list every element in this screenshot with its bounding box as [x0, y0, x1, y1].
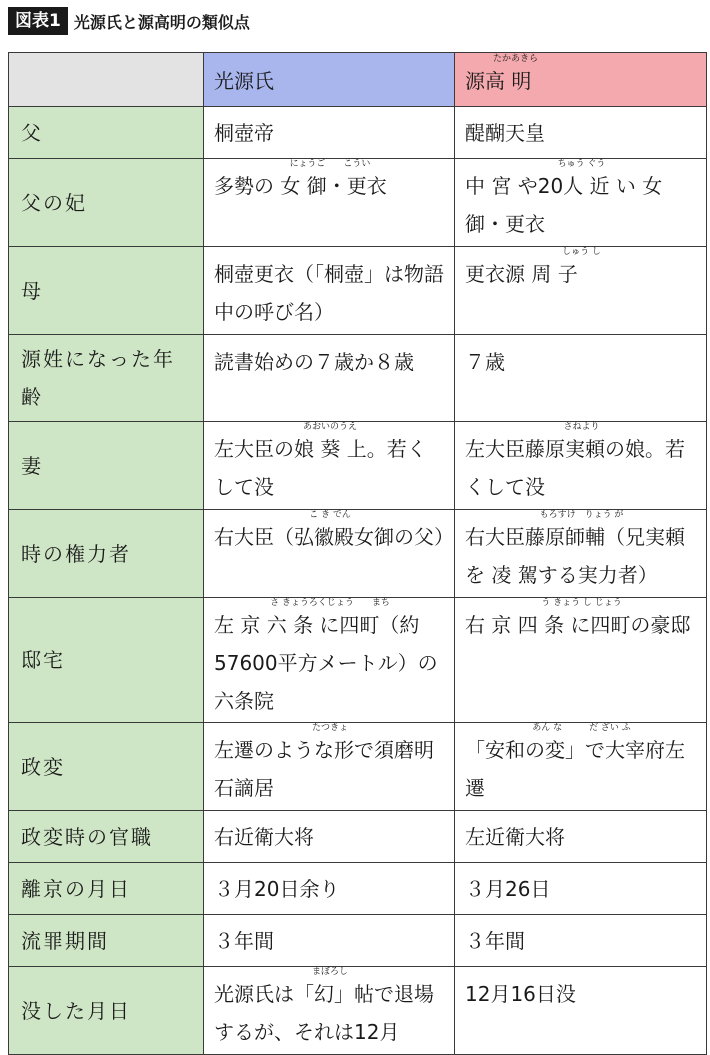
table-header-row: [9, 53, 707, 107]
furigana-ruby: こ き でん: [309, 510, 351, 520]
cell-text: 左近衛大将: [465, 824, 565, 849]
cell-takaakira: [455, 422, 707, 510]
cell-genji-content: [214, 723, 446, 807]
cell-text: 桐壺帝: [214, 120, 274, 145]
cell-text: 光源氏は「幻」帖で退場するが、それは12月: [214, 982, 434, 1044]
header-corner-cell: [9, 53, 204, 107]
row-label: 父の妃: [9, 159, 204, 247]
cell-text: 左 京 六 条 に四町（約57600平方メートル）の六条院: [214, 613, 438, 713]
cell-takaakira-content: [465, 422, 698, 506]
cell-genji-content: [214, 510, 454, 556]
table-row: [9, 863, 707, 915]
table-row: [9, 247, 707, 335]
cell-takaakira-content: [465, 343, 698, 381]
cell-takaakira: [455, 723, 707, 811]
row-label: 父: [9, 107, 204, 159]
cell-text: ３年間: [214, 928, 274, 953]
furigana-ruby: にょうご こうい: [289, 159, 371, 169]
cell-genji-content: [214, 343, 446, 381]
cell-text: 桐壺更衣（「桐壺」は物語中の呼び名）: [214, 262, 444, 324]
cell-text: 右大臣（弘徽殿女御の父）: [214, 525, 454, 549]
cell-takaakira: [455, 967, 707, 1055]
furigana-ruby: あおいのうえ: [302, 422, 357, 432]
cell-genji-content: [214, 422, 446, 506]
cell-takaakira-content: [465, 870, 698, 908]
row-label: 離京の月日: [9, 863, 204, 915]
cell-text: 右 京 四 条 に四町の豪邸: [465, 613, 691, 637]
table-row: [9, 510, 707, 598]
cell-text: 右大臣藤原師輔（兄実頼を 凌 駕する実力者）: [465, 525, 685, 587]
cell-takaakira-content: [465, 247, 698, 293]
cell-takaakira-content: [465, 598, 698, 644]
cell-takaakira-content: [465, 818, 698, 856]
cell-text: 左大臣藤原実頼の娘。若くして没: [465, 437, 685, 499]
cell-takaakira: [455, 915, 707, 967]
cell-takaakira-content: [465, 975, 698, 1013]
cell-takaakira: [455, 811, 707, 863]
table-row: [9, 422, 707, 510]
cell-genji-content: [214, 967, 446, 1051]
table-row: [9, 915, 707, 967]
cell-genji: [204, 422, 455, 510]
cell-text: 右近衛大将: [214, 824, 314, 849]
cell-text: ７歳: [465, 350, 505, 374]
header-takaakira: [455, 53, 707, 107]
cell-text: 中 宮 や20人 近 い 女 御・更衣: [465, 174, 663, 236]
cell-genji-content: [214, 159, 446, 205]
cell-genji: [204, 335, 455, 422]
cell-takaakira: [455, 598, 707, 723]
cell-genji-content: [214, 114, 446, 152]
furigana-ruby: ちゅう ぐう: [557, 159, 606, 169]
cell-genji: [204, 811, 455, 863]
row-label: 流罪期間: [9, 915, 204, 967]
table-row: [9, 107, 707, 159]
cell-takaakira-content: [465, 114, 698, 152]
table-row: [9, 723, 707, 811]
cell-takaakira: [455, 107, 707, 159]
row-label: 母: [9, 247, 204, 335]
cell-text: 左遷のような形で須磨明石謫居: [214, 738, 434, 800]
cell-genji: [204, 915, 455, 967]
header-takaakira-ruby-wrap: [465, 54, 539, 94]
cell-text: ３年間: [465, 928, 525, 953]
table-row: [9, 159, 707, 247]
cell-text: 読書始めの７歳か８歳: [214, 350, 414, 374]
cell-takaakira: [455, 247, 707, 335]
row-label: 時の権力者: [9, 510, 204, 598]
cell-text: 左大臣の娘 葵 上。若くして没: [214, 437, 427, 499]
cell-genji-content: [214, 255, 446, 331]
cell-takaakira: [455, 159, 707, 247]
cell-takaakira-content: [465, 510, 698, 594]
cell-text: ３月26日: [465, 876, 551, 901]
figure-title: 光源氏と源高明の類似点: [73, 12, 250, 32]
cell-genji: [204, 863, 455, 915]
table-row: [9, 811, 707, 863]
furigana-ruby: う きょう し じょう: [541, 598, 622, 608]
row-label: 没した月日: [9, 967, 204, 1055]
cell-text: 12月16日没: [465, 982, 576, 1006]
row-label: 邸宅: [9, 598, 204, 723]
header-genji-label: 光源氏: [214, 69, 274, 93]
row-label: 政変時の官職: [9, 811, 204, 863]
figure-label: 図表1: [8, 7, 68, 35]
cell-takaakira-content: [465, 723, 698, 807]
cell-genji: [204, 967, 455, 1055]
furigana-ruby: さ きょうろくじょう まち: [270, 598, 390, 608]
cell-genji-content: [214, 818, 446, 856]
cell-takaakira: [455, 510, 707, 598]
cell-text: ３月20日余り: [214, 876, 340, 901]
comparison-table: [8, 52, 707, 1055]
table-row: [9, 335, 707, 422]
cell-genji: [204, 247, 455, 335]
cell-genji: [204, 159, 455, 247]
cell-genji-content: [214, 598, 446, 720]
header-takaakira-label: 源高 明: [465, 69, 532, 93]
furigana-ruby: あん な だ ざい ふ: [532, 723, 631, 733]
figure-header: [8, 6, 250, 36]
cell-genji-content: [214, 870, 446, 908]
table-row: [9, 967, 707, 1055]
cell-genji-content: [214, 922, 446, 960]
row-label: 妻: [9, 422, 204, 510]
cell-genji: [204, 510, 455, 598]
cell-text: 「安和の変」で大宰府左遷: [465, 738, 685, 800]
cell-takaakira-content: [465, 159, 698, 243]
cell-text: 更衣源 周 子: [465, 262, 578, 286]
furigana-ruby: さねより: [563, 422, 600, 432]
cell-takaakira: [455, 335, 707, 422]
header-takaakira-ruby: たかあきら: [493, 54, 539, 64]
cell-takaakira-content: [465, 922, 698, 960]
cell-genji: [204, 723, 455, 811]
furigana-ruby: たつきょ: [311, 723, 348, 733]
row-label: 源姓になった年齢: [9, 335, 204, 422]
row-label: 政変: [9, 723, 204, 811]
table-row: [9, 598, 707, 723]
furigana-ruby: まぼろし: [311, 967, 348, 977]
cell-genji: [204, 107, 455, 159]
cell-genji: [204, 598, 455, 723]
cell-text: 醍醐天皇: [465, 120, 545, 145]
cell-takaakira: [455, 863, 707, 915]
furigana-ruby: もろすけ りょう が: [539, 510, 624, 520]
header-genji: [204, 53, 455, 107]
furigana-ruby: しゅう し: [562, 247, 601, 257]
cell-text: 多勢の 女 御・更衣: [214, 174, 387, 198]
